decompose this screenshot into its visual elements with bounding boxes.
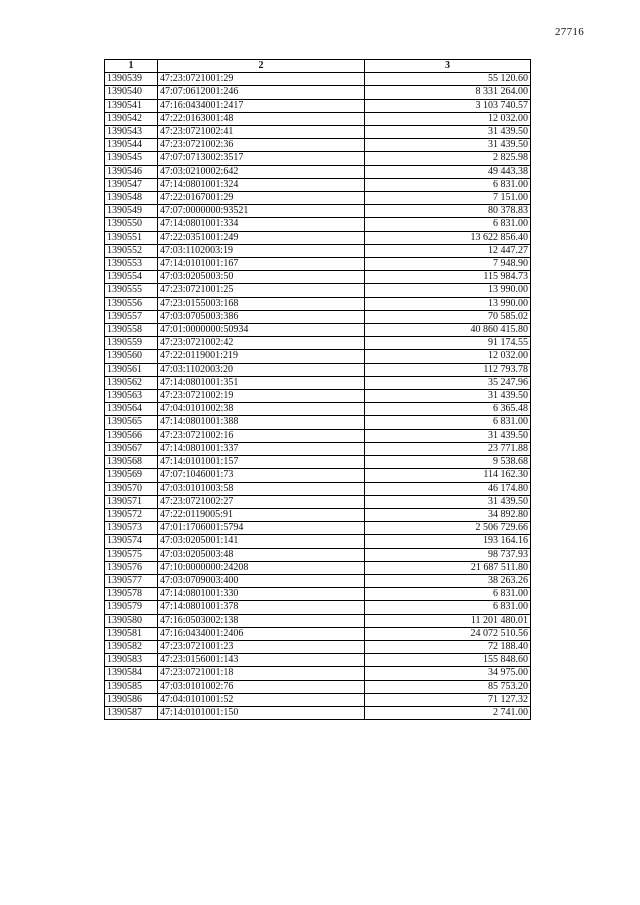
- row-number-cell: 1390548: [105, 192, 158, 205]
- value-cell: 13 990.00: [365, 297, 531, 310]
- table-row: [105, 376, 531, 389]
- value-cell: 23 771.88: [365, 442, 531, 455]
- row-number-cell: 1390556: [105, 297, 158, 310]
- table-row: [105, 271, 531, 284]
- table-row: [105, 693, 531, 706]
- cadastral-number-cell: 47:23:0721002:27: [158, 495, 365, 508]
- value-cell: 12 032.00: [365, 112, 531, 125]
- row-number-cell: 1390543: [105, 126, 158, 139]
- table-row: [105, 456, 531, 469]
- cadastral-number-cell: 47:03:0101002:76: [158, 680, 365, 693]
- row-number-cell: 1390574: [105, 535, 158, 548]
- cadastral-number-cell: 47:16:0434001:2406: [158, 627, 365, 640]
- value-cell: 6 365.48: [365, 403, 531, 416]
- table-row: [105, 442, 531, 455]
- cadastral-number-cell: 47:10:0000000:24208: [158, 561, 365, 574]
- row-number-cell: 1390546: [105, 165, 158, 178]
- value-cell: 6 831.00: [365, 178, 531, 191]
- row-number-cell: 1390563: [105, 390, 158, 403]
- cadastral-number-cell: 47:04:0101001:52: [158, 693, 365, 706]
- value-cell: 2 506 729.66: [365, 522, 531, 535]
- cadastral-number-cell: 47:23:0155003:168: [158, 297, 365, 310]
- value-cell: 7 948.90: [365, 258, 531, 271]
- value-cell: 115 984.73: [365, 271, 531, 284]
- row-number-cell: 1390545: [105, 152, 158, 165]
- cadastral-number-cell: 47:03:0210002:642: [158, 165, 365, 178]
- value-cell: 46 174.80: [365, 482, 531, 495]
- row-number-cell: 1390542: [105, 112, 158, 125]
- table-row: [105, 205, 531, 218]
- table-row: [105, 535, 531, 548]
- value-cell: 34 975.00: [365, 667, 531, 680]
- value-cell: 6 831.00: [365, 218, 531, 231]
- table-row: [105, 614, 531, 627]
- table-row: [105, 324, 531, 337]
- row-number-cell: 1390587: [105, 706, 158, 719]
- cadastral-number-cell: 47:03:0205003:48: [158, 548, 365, 561]
- cadastral-number-cell: 47:03:0705003:386: [158, 310, 365, 323]
- row-number-cell: 1390580: [105, 614, 158, 627]
- table-row: [105, 561, 531, 574]
- table-row: [105, 601, 531, 614]
- value-cell: 98 737.93: [365, 548, 531, 561]
- row-number-cell: 1390547: [105, 178, 158, 191]
- cadastral-number-cell: 47:22:0167001:29: [158, 192, 365, 205]
- row-number-cell: 1390549: [105, 205, 158, 218]
- cadastral-number-cell: 47:16:0434001:2417: [158, 99, 365, 112]
- table-row: [105, 403, 531, 416]
- table-row: [105, 680, 531, 693]
- table-row: [105, 627, 531, 640]
- row-number-cell: 1390573: [105, 522, 158, 535]
- value-cell: 21 687 511.80: [365, 561, 531, 574]
- cadastral-number-cell: 47:23:0721002:36: [158, 139, 365, 152]
- table-row: [105, 231, 531, 244]
- value-cell: 12 447.27: [365, 244, 531, 257]
- cadastral-number-cell: 47:03:1102003:20: [158, 363, 365, 376]
- row-number-cell: 1390562: [105, 376, 158, 389]
- row-number-cell: 1390540: [105, 86, 158, 99]
- table-row: [105, 218, 531, 231]
- table-row: [105, 99, 531, 112]
- row-number-cell: 1390571: [105, 495, 158, 508]
- row-number-cell: 1390575: [105, 548, 158, 561]
- table-row: [105, 469, 531, 482]
- table-row: [105, 244, 531, 257]
- cadastral-number-cell: 47:01:1706001:5794: [158, 522, 365, 535]
- value-cell: 6 831.00: [365, 601, 531, 614]
- cadastral-number-cell: 47:03:0101003:58: [158, 482, 365, 495]
- row-number-cell: 1390539: [105, 73, 158, 86]
- row-number-cell: 1390572: [105, 508, 158, 521]
- cadastral-number-cell: 47:22:0119005:91: [158, 508, 365, 521]
- cadastral-number-cell: 47:23:0721002:42: [158, 337, 365, 350]
- table-row: [105, 363, 531, 376]
- row-number-cell: 1390577: [105, 574, 158, 587]
- cadastral-number-cell: 47:03:0205001:141: [158, 535, 365, 548]
- row-number-cell: 1390551: [105, 231, 158, 244]
- table-row: [105, 508, 531, 521]
- cadastral-number-cell: 47:23:0721001:23: [158, 640, 365, 653]
- registry-table: [104, 59, 531, 720]
- value-cell: 8 331 264.00: [365, 86, 531, 99]
- cadastral-number-cell: 47:23:0721002:41: [158, 126, 365, 139]
- table-row: [105, 706, 531, 719]
- row-number-cell: 1390578: [105, 588, 158, 601]
- value-cell: 112 793.78: [365, 363, 531, 376]
- cadastral-number-cell: 47:23:0721001:25: [158, 284, 365, 297]
- row-number-cell: 1390552: [105, 244, 158, 257]
- value-cell: 7 151.00: [365, 192, 531, 205]
- cadastral-number-cell: 47:14:0801001:334: [158, 218, 365, 231]
- value-cell: 11 201 480.01: [365, 614, 531, 627]
- table-row: [105, 640, 531, 653]
- cadastral-number-cell: 47:03:0205003:50: [158, 271, 365, 284]
- value-cell: 91 174.55: [365, 337, 531, 350]
- table-row: [105, 350, 531, 363]
- value-cell: 55 120.60: [365, 73, 531, 86]
- row-number-cell: 1390586: [105, 693, 158, 706]
- table-row: [105, 284, 531, 297]
- row-number-cell: 1390566: [105, 429, 158, 442]
- value-cell: 31 439.50: [365, 390, 531, 403]
- table-row: [105, 112, 531, 125]
- table-row: [105, 574, 531, 587]
- table-row: [105, 126, 531, 139]
- cadastral-number-cell: 47:07:0000000:93521: [158, 205, 365, 218]
- value-cell: 6 831.00: [365, 588, 531, 601]
- value-cell: 40 860 415.80: [365, 324, 531, 337]
- cadastral-number-cell: 47:07:0713002:3517: [158, 152, 365, 165]
- cadastral-number-cell: 47:23:0721001:29: [158, 73, 365, 86]
- cadastral-number-cell: 47:14:0801001:330: [158, 588, 365, 601]
- row-number-cell: 1390567: [105, 442, 158, 455]
- row-number-cell: 1390541: [105, 99, 158, 112]
- value-cell: 70 585.02: [365, 310, 531, 323]
- row-number-cell: 1390544: [105, 139, 158, 152]
- column-header-1: 1: [105, 60, 158, 73]
- table-row: [105, 152, 531, 165]
- row-number-cell: 1390558: [105, 324, 158, 337]
- value-cell: 49 443.38: [365, 165, 531, 178]
- value-cell: 31 439.50: [365, 126, 531, 139]
- value-cell: 31 439.50: [365, 139, 531, 152]
- cadastral-number-cell: 47:01:0000000:50934: [158, 324, 365, 337]
- value-cell: 71 127.32: [365, 693, 531, 706]
- table-row: [105, 416, 531, 429]
- value-cell: 35 247.96: [365, 376, 531, 389]
- table-row: [105, 654, 531, 667]
- column-header-3: 3: [365, 60, 531, 73]
- value-cell: 38 263.26: [365, 574, 531, 587]
- cadastral-number-cell: 47:22:0351001:249: [158, 231, 365, 244]
- row-number-cell: 1390550: [105, 218, 158, 231]
- row-number-cell: 1390569: [105, 469, 158, 482]
- cadastral-number-cell: 47:14:0801001:324: [158, 178, 365, 191]
- cadastral-number-cell: 47:03:1102003:19: [158, 244, 365, 257]
- cadastral-number-cell: 47:04:0101002:38: [158, 403, 365, 416]
- value-cell: 13 990.00: [365, 284, 531, 297]
- value-cell: 24 072 510.56: [365, 627, 531, 640]
- page-number: 27716: [555, 26, 584, 38]
- value-cell: 9 538.68: [365, 456, 531, 469]
- value-cell: 12 032.00: [365, 350, 531, 363]
- cadastral-number-cell: 47:23:0156001:143: [158, 654, 365, 667]
- table-row: [105, 178, 531, 191]
- row-number-cell: 1390579: [105, 601, 158, 614]
- value-cell: 13 622 856.40: [365, 231, 531, 244]
- cadastral-number-cell: 47:22:0119001:219: [158, 350, 365, 363]
- value-cell: 6 831.00: [365, 416, 531, 429]
- cadastral-number-cell: 47:03:0709003:400: [158, 574, 365, 587]
- row-number-cell: 1390557: [105, 310, 158, 323]
- value-cell: 114 162.30: [365, 469, 531, 482]
- value-cell: 72 188.40: [365, 640, 531, 653]
- row-number-cell: 1390554: [105, 271, 158, 284]
- table-row: [105, 73, 531, 86]
- table-row: [105, 522, 531, 535]
- cadastral-number-cell: 47:23:0721001:18: [158, 667, 365, 680]
- row-number-cell: 1390584: [105, 667, 158, 680]
- cadastral-number-cell: 47:14:0101001:150: [158, 706, 365, 719]
- row-number-cell: 1390553: [105, 258, 158, 271]
- table-header-row: [105, 60, 531, 73]
- value-cell: 2 741.00: [365, 706, 531, 719]
- table-row: [105, 548, 531, 561]
- value-cell: 85 753.20: [365, 680, 531, 693]
- table-row: [105, 192, 531, 205]
- cadastral-number-cell: 47:22:0163001:48: [158, 112, 365, 125]
- row-number-cell: 1390559: [105, 337, 158, 350]
- row-number-cell: 1390565: [105, 416, 158, 429]
- table-row: [105, 139, 531, 152]
- value-cell: 34 892.80: [365, 508, 531, 521]
- value-cell: 80 378.83: [365, 205, 531, 218]
- table-row: [105, 588, 531, 601]
- table-row: [105, 297, 531, 310]
- row-number-cell: 1390583: [105, 654, 158, 667]
- table-row: [105, 337, 531, 350]
- cadastral-number-cell: 47:07:1046001:73: [158, 469, 365, 482]
- row-number-cell: 1390581: [105, 627, 158, 640]
- cadastral-number-cell: 47:16:0503002:138: [158, 614, 365, 627]
- cadastral-number-cell: 47:23:0721002:16: [158, 429, 365, 442]
- row-number-cell: 1390582: [105, 640, 158, 653]
- cadastral-number-cell: 47:14:0801001:388: [158, 416, 365, 429]
- row-number-cell: 1390560: [105, 350, 158, 363]
- cadastral-number-cell: 47:07:0612001:246: [158, 86, 365, 99]
- table-row: [105, 390, 531, 403]
- value-cell: 155 848.60: [365, 654, 531, 667]
- value-cell: 31 439.50: [365, 429, 531, 442]
- table-row: [105, 482, 531, 495]
- cadastral-number-cell: 47:14:0801001:351: [158, 376, 365, 389]
- table-row: [105, 667, 531, 680]
- table-row: [105, 258, 531, 271]
- table-row: [105, 310, 531, 323]
- row-number-cell: 1390568: [105, 456, 158, 469]
- row-number-cell: 1390585: [105, 680, 158, 693]
- cadastral-number-cell: 47:14:0101001:157: [158, 456, 365, 469]
- row-number-cell: 1390570: [105, 482, 158, 495]
- value-cell: 31 439.50: [365, 495, 531, 508]
- table-row: [105, 86, 531, 99]
- value-cell: 2 825.98: [365, 152, 531, 165]
- cadastral-number-cell: 47:14:0101001:167: [158, 258, 365, 271]
- table-row: [105, 495, 531, 508]
- table-row: [105, 429, 531, 442]
- cadastral-number-cell: 47:14:0801001:378: [158, 601, 365, 614]
- value-cell: 3 103 740.57: [365, 99, 531, 112]
- row-number-cell: 1390564: [105, 403, 158, 416]
- cadastral-number-cell: 47:14:0801001:337: [158, 442, 365, 455]
- cadastral-number-cell: 47:23:0721002:19: [158, 390, 365, 403]
- row-number-cell: 1390561: [105, 363, 158, 376]
- table-row: [105, 165, 531, 178]
- column-header-2: 2: [158, 60, 365, 73]
- row-number-cell: 1390555: [105, 284, 158, 297]
- row-number-cell: 1390576: [105, 561, 158, 574]
- value-cell: 193 164.16: [365, 535, 531, 548]
